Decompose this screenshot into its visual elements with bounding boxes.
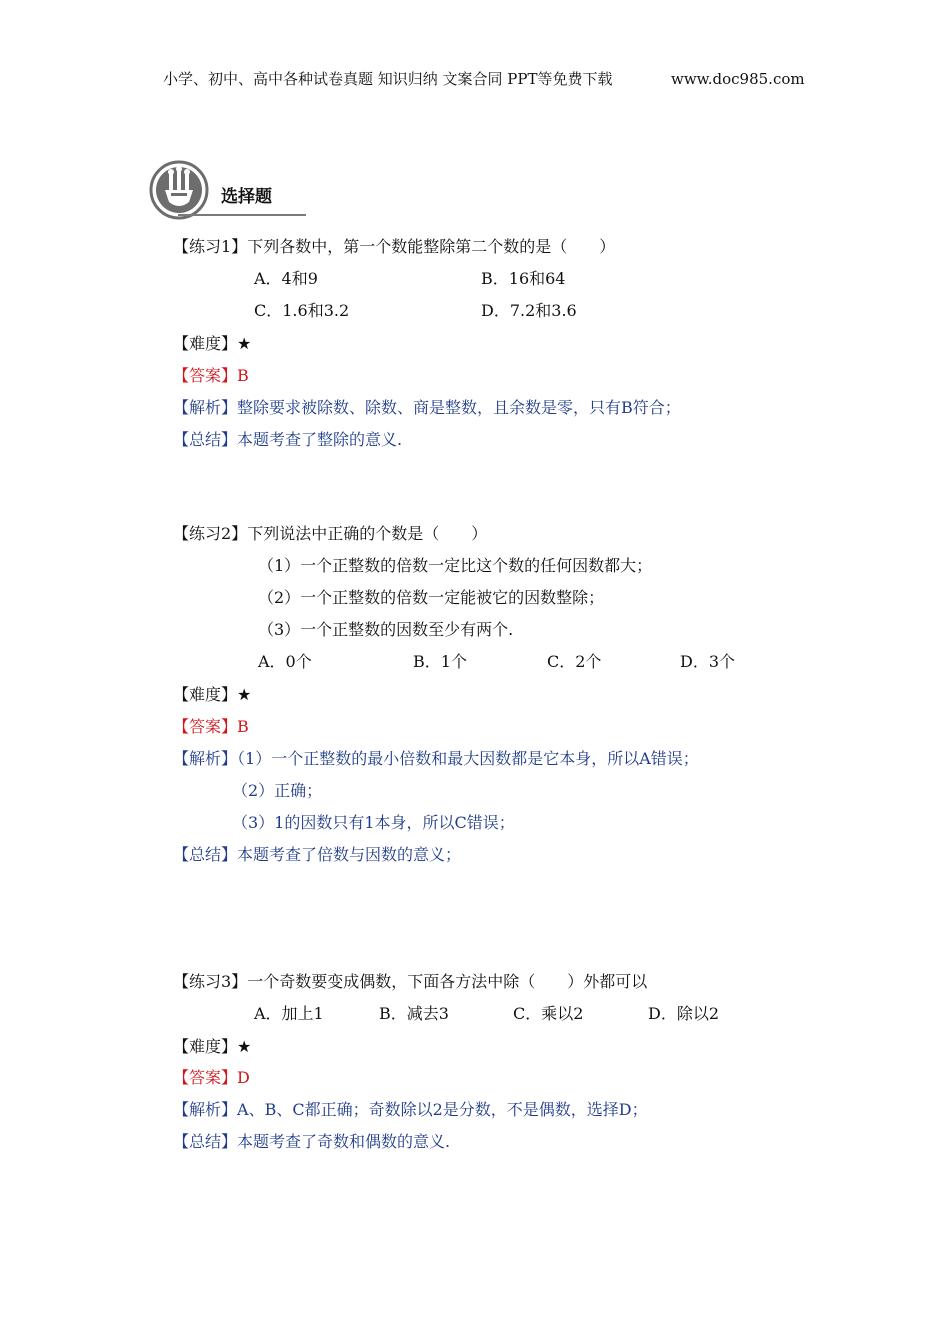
q2-difficulty-row (173, 685, 251, 705)
q2-analysis-text-1: （1）一个正整数的最小倍数和最大因数都是它本身，所以A错误； (237, 749, 699, 768)
q1-option-b: B．16和64 (481, 269, 566, 288)
q2-analysis-label: 【解析】 (173, 749, 238, 768)
q2-answer: B (237, 717, 249, 736)
q2-answer-label: 【答案】 (173, 717, 238, 736)
q1-analysis-text: 整除要求被除数、除数、商是整数，且余数是零，只有B符合； (237, 398, 681, 417)
q2-option-a: A．0个 (258, 652, 312, 671)
q3-answer-label: 【答案】 (173, 1068, 238, 1087)
header-promo-text: 小学、初中、高中各种试卷真题 知识归纳 文案合同 PPT等免费下载 (163, 70, 613, 88)
q1-summary-text: 本题考查了整除的意义. (237, 430, 403, 449)
q3-summary-text: 本题考查了奇数和偶数的意义. (237, 1132, 451, 1151)
q3-option-d: D．除以2 (648, 1004, 720, 1023)
q1-analysis-row (173, 398, 681, 418)
q3-analysis-row (173, 1100, 648, 1120)
q2-summary-label: 【总结】 (173, 845, 238, 864)
q2-difficulty-label: 【难度】 (173, 685, 238, 704)
q2-statement-2: （2）一个正整数的倍数一定能被它的因数整除； (258, 588, 605, 607)
q3-analysis-label: 【解析】 (173, 1100, 238, 1119)
header-website-link[interactable]: www.doc985.com (671, 70, 805, 88)
q3-summary-label: 【总结】 (173, 1132, 238, 1151)
q3-label: 【练习3】 (173, 972, 248, 991)
section-underline (178, 214, 306, 216)
q2-statement-3: （3）一个正整数的因数至少有两个. (258, 620, 514, 639)
q2-analysis-text-2: （2）正确； (232, 781, 323, 800)
q3-answer: D (237, 1068, 250, 1087)
chess-pieces-icon (149, 160, 209, 220)
q2-analysis-text-3: （3）1的因数只有1本身，所以C错误； (232, 813, 515, 832)
q1-label: 【练习1】 (173, 237, 248, 256)
q1-option-a: A．4和9 (254, 269, 318, 288)
q3-analysis-text: A、B、C都正确；奇数除以2是分数，不是偶数，选择D； (237, 1100, 648, 1119)
q1-option-c: C．1.6和3.2 (254, 301, 350, 320)
q2-option-b: B．1个 (413, 652, 467, 671)
q1-summary-row (173, 430, 402, 450)
q3-difficulty-label: 【难度】 (173, 1037, 238, 1056)
q3-option-a: A．加上1 (254, 1004, 324, 1023)
q3-stem: 一个奇数要变成偶数，下面各方法中除（ ）外都可以 (247, 972, 648, 991)
q2-analysis-row (173, 749, 699, 769)
q1-summary-label: 【总结】 (173, 430, 238, 449)
q2-answer-row (173, 717, 249, 737)
q2-stem-row (173, 524, 487, 544)
q3-option-b: B．减去3 (379, 1004, 449, 1023)
q1-answer-label: 【答案】 (173, 366, 238, 385)
q2-option-d: D．3个 (680, 652, 736, 671)
q3-summary-row (173, 1132, 450, 1152)
q1-answer: B (237, 366, 249, 385)
q1-stem: 下列各数中，第一个数能整除第二个数的是（ ） (247, 237, 616, 256)
q2-difficulty-stars: ★ (237, 685, 252, 704)
q2-summary-text: 本题考查了倍数与因数的意义； (237, 845, 462, 864)
q3-difficulty-row (173, 1037, 251, 1057)
q3-answer-row (173, 1068, 250, 1088)
q1-answer-row (173, 366, 249, 386)
q1-difficulty-stars: ★ (237, 334, 252, 353)
q1-difficulty-label: 【难度】 (173, 334, 238, 353)
section-title: 选择题 (221, 187, 272, 207)
q1-analysis-label: 【解析】 (173, 398, 238, 417)
q3-stem-row (173, 972, 647, 992)
q2-label: 【练习2】 (173, 524, 248, 543)
q1-option-d: D．7.2和3.6 (481, 301, 577, 320)
q2-summary-row (173, 845, 461, 865)
q2-statement-1: （1）一个正整数的倍数一定比这个数的任何因数都大； (258, 556, 653, 575)
q3-difficulty-stars: ★ (237, 1037, 252, 1056)
q1-difficulty-row (173, 334, 251, 354)
q1-stem-row (173, 237, 615, 257)
q2-option-c: C．2个 (547, 652, 602, 671)
q3-option-c: C．乘以2 (513, 1004, 584, 1023)
q2-stem: 下列说法中正确的个数是（ ） (247, 524, 488, 543)
